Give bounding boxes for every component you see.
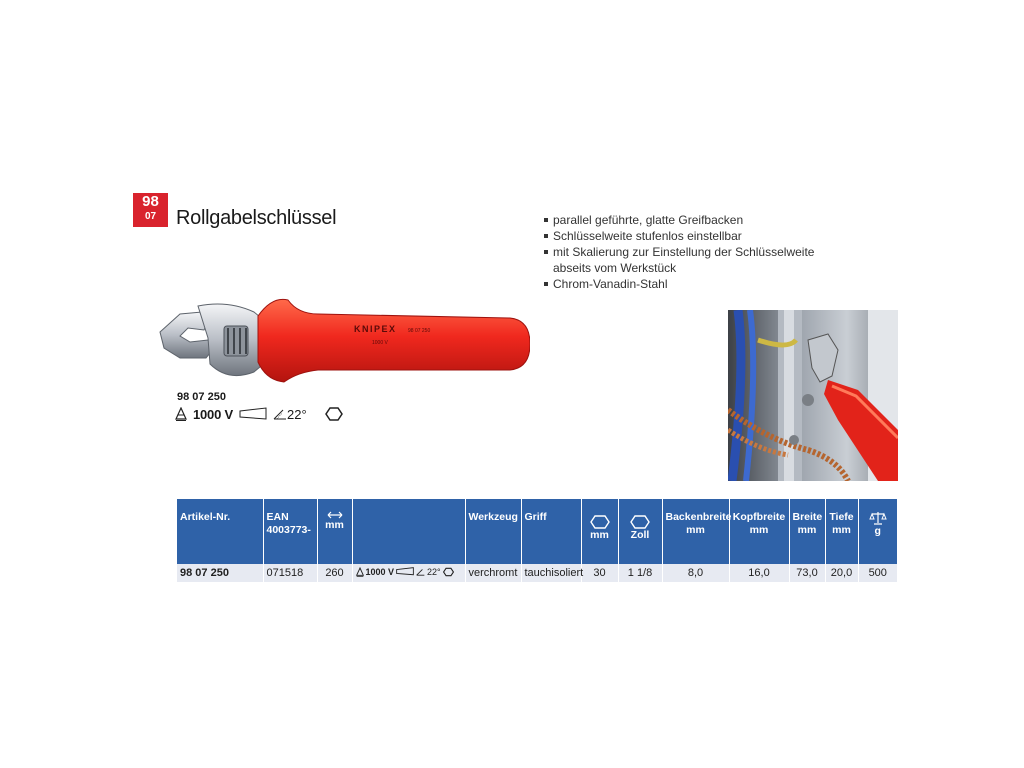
col-opening-mm [581,499,618,564]
category-subnumber: 07 [144,211,157,222]
cell-symbols [352,564,465,582]
handle-brand: KNIPEX [354,324,397,334]
cell-head-width: 16,0 [729,564,789,582]
hexagon-icon [630,515,650,529]
col-depth-label: Tiefe [829,511,854,523]
cell-weight: 500 [858,564,897,582]
hexagon-icon [590,515,610,529]
spec-table [177,499,897,582]
col-opening-inch-unit: Zoll [630,529,650,541]
col-symbols [352,499,465,564]
hexagon-icon [443,567,454,577]
table-header-row [177,499,897,564]
length-arrows-icon [327,511,343,519]
cell-width: 73,0 [789,564,825,582]
application-photo [728,310,898,481]
angle-icon [416,568,425,576]
col-depth-unit: mm [832,524,851,536]
cell-tool: verchromt [465,564,521,582]
col-length-unit: mm [325,519,344,531]
cell-length: 260 [317,564,352,582]
scale-icon [869,511,887,525]
wrench-image [158,292,530,384]
feature-item: Schlüsselweite stufenlos einstellbar [544,228,844,244]
feature-item: mit Skalierung zur Einstellung der Schlüsselweite abseits vom Werkstück [544,244,844,276]
col-opening-mm-unit: mm [590,529,609,541]
angle-value: 22° [287,406,307,422]
col-jaw-width [662,499,732,564]
feature-item: parallel geführte, glatte Greifbacken [544,212,844,228]
cell-opening-mm: 30 [581,564,618,582]
cell-grip: tauchisoliert [521,564,581,582]
hexagon-icon [325,406,343,422]
cell-opening-inch: 1 1/8 [618,564,662,582]
col-weight [858,499,897,564]
feature-item: Chrom-Vanadin-Stahl [544,276,844,292]
col-jaw-width-label: Backenbreite [665,511,732,523]
col-width-label: Breite [792,511,823,523]
item-number: 98 07 250 [177,391,226,403]
cell-ean: 071518 [263,564,317,582]
col-grip: Griff [521,499,581,564]
cell-angle: 22° [427,566,441,577]
col-weight-unit: g [874,525,881,537]
col-head-width-unit: mm [749,524,769,536]
col-head-width-label: Kopfbreite [732,511,786,523]
col-jaw-width-unit: mm [686,524,705,536]
insulation-triangle-icon [175,407,187,421]
page-title: Rollgabelschlüssel [176,207,337,229]
col-article: Artikel-Nr. [177,499,263,564]
table-row [177,564,897,582]
cell-article: 98 07 250 [177,564,263,582]
col-tool: Werkzeug [465,499,521,564]
col-head-width [729,499,789,564]
col-ean [263,499,317,564]
wedge-icon [396,567,414,576]
category-number: 98 [142,193,159,210]
wedge-icon [239,407,267,421]
col-length [317,499,352,564]
col-width-unit: mm [797,524,817,536]
category-badge [133,193,168,227]
col-depth [825,499,858,564]
cell-jaw-width: 8,0 [662,564,729,582]
symbol-row [175,405,343,423]
handle-code: 98 07 250 [408,328,431,334]
feature-list [544,212,844,292]
voltage-rating: 1000 V [193,406,234,422]
insulation-triangle-icon [356,567,364,577]
angle-icon [273,408,287,420]
col-opening-inch [618,499,662,564]
col-ean-prefix: 4003773- [266,524,311,536]
cell-depth: 20,0 [825,564,858,582]
cell-voltage: 1000 V [365,566,395,577]
col-ean-label: EAN [266,511,289,523]
col-width [789,499,825,564]
handle-voltage: 1000 V [372,340,388,346]
